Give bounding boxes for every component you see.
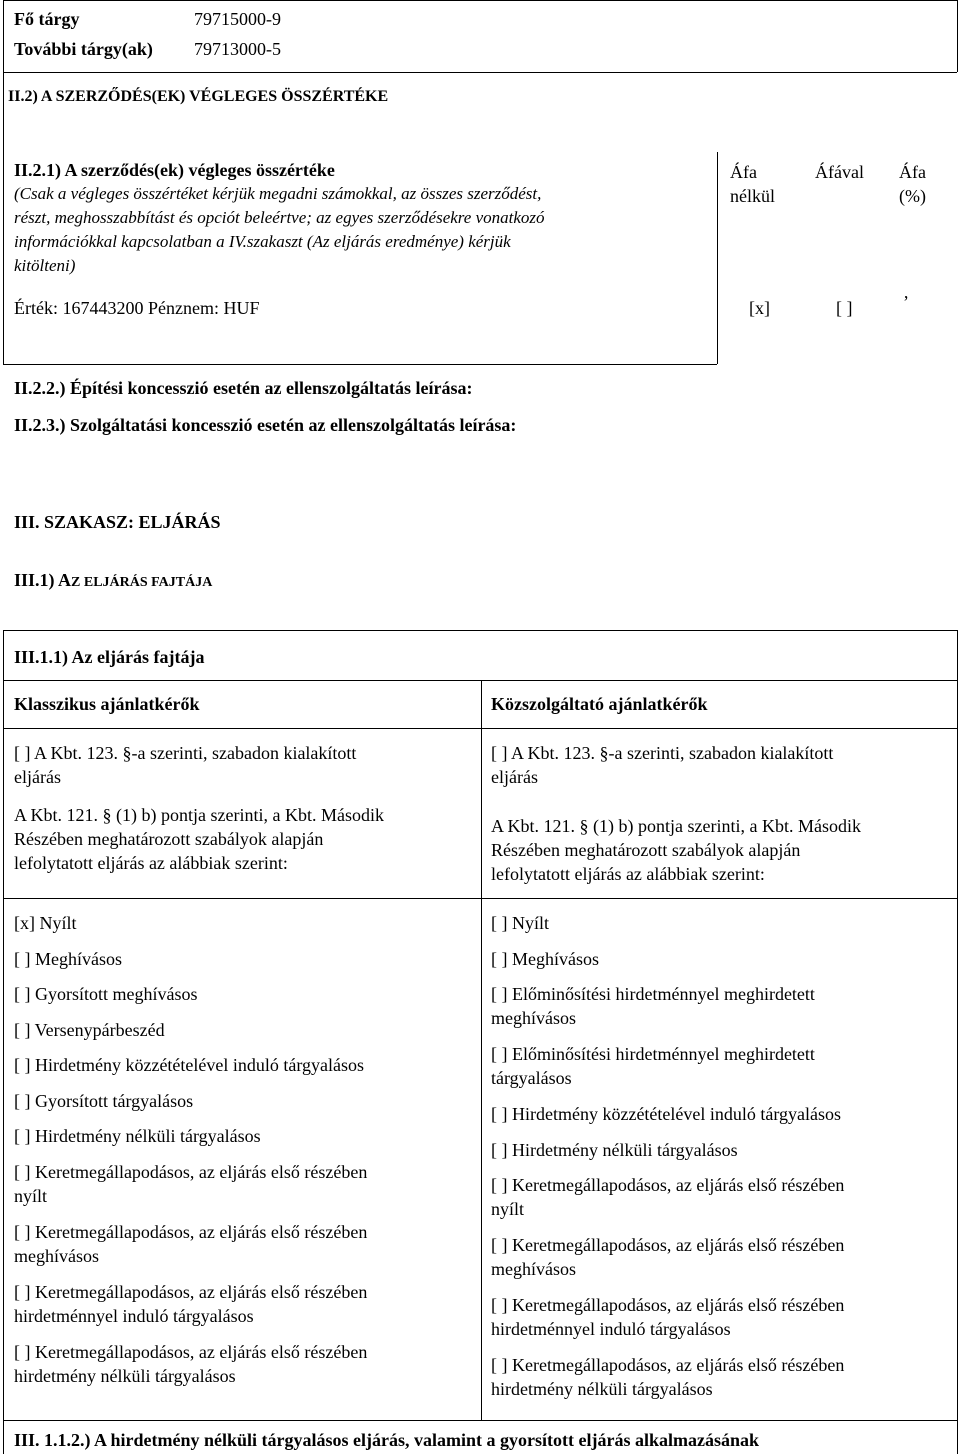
left-option-competitive-dialogue[interactable]: [ ] Versenypárbeszéd bbox=[14, 1020, 165, 1040]
right-option-framework-restricted[interactable]: [ ] Keretmegállapodásos, az eljárás első részében meghívásos bbox=[491, 1235, 845, 1279]
procedure-type-heading: III.1.1) Az eljárás fajtája bbox=[14, 647, 205, 667]
with-vat-checkbox[interactable]: [ ] bbox=[836, 298, 853, 318]
left-option-framework-negotiated-notice[interactable]: [ ] Keretmegállapodásos, az eljárás első részében hirdetménnyel induló tárgyalásos bbox=[14, 1282, 368, 1326]
negotiated-justification-heading: III. 1.1.2.) A hirdetmény nélküli tárgyalásos eljárás, valamint a gyorsított eljárás alkalmazásának bbox=[14, 1430, 759, 1450]
left-option-accelerated-restricted[interactable]: [ ] Gyorsított meghívásos bbox=[14, 984, 198, 1004]
further-object-value: 79713000-5 bbox=[194, 39, 281, 59]
col-vat-percent: Áfa (%) bbox=[899, 162, 926, 206]
col-without-vat: Áfa nélkül bbox=[730, 162, 775, 206]
right-option-open[interactable]: [ ] Nyílt bbox=[491, 913, 549, 933]
services-concession-heading: II.2.3.) Szolgáltatási koncesszió esetén az ellenszolgáltatás leírása: bbox=[14, 415, 517, 435]
left-art123: [ ] A Kbt. 123. §-a szerinti, szabadon kialakított eljárás bbox=[14, 743, 357, 787]
right-art123: [ ] A Kbt. 123. §-a szerinti, szabadon kialakított eljárás bbox=[491, 743, 834, 787]
section-III-title: III. SZAKASZ: ELJÁRÁS bbox=[14, 512, 221, 532]
section-III1-heading: III.1) AZ ELJÁRÁS FAJTÁJA bbox=[14, 570, 213, 590]
works-concession-heading: II.2.2.) Építési koncesszió esetén az ellenszolgáltatás leírása: bbox=[14, 378, 473, 398]
right-option-negotiated-with-notice[interactable]: [ ] Hirdetmény közzétételével induló tárgyalásos bbox=[491, 1104, 842, 1124]
left-option-framework-open[interactable]: [ ] Keretmegállapodásos, az eljárás első részében nyílt bbox=[14, 1162, 368, 1206]
right-art121: A Kbt. 121. § (1) b) pontja szerinti, a Kbt. Második Részében meghatározott szabályok alapján lefolytatott eljárás az alábbiak szerint: bbox=[491, 816, 861, 884]
classic-contracting-header: Klasszikus ajánlatkérők bbox=[14, 694, 200, 714]
left-art121: A Kbt. 121. § (1) b) pontja szerinti, a Kbt. Második Részében meghatározott szabályok alapján lefolytatott eljárás az alábbiak szerint: bbox=[14, 805, 384, 873]
value-line: Érték: 167443200 Pénznem: HUF bbox=[14, 298, 260, 318]
left-option-restricted[interactable]: [ ] Meghívásos bbox=[14, 949, 122, 969]
right-option-framework-negotiated-notice[interactable]: [ ] Keretmegállapodásos, az eljárás első részében hirdetménnyel induló tárgyalásos bbox=[491, 1295, 845, 1339]
left-option-accelerated-negotiated[interactable]: [ ] Gyorsított tárgyalásos bbox=[14, 1091, 194, 1111]
without-vat-checkbox[interactable]: [x] bbox=[749, 298, 770, 318]
right-option-prequalified-negotiated[interactable]: [ ] Előminősítési hirdetménnyel meghirdetett tárgyalásos bbox=[491, 1044, 815, 1088]
left-option-open[interactable]: [x] Nyílt bbox=[14, 913, 77, 933]
left-option-framework-negotiated-no-notice[interactable]: [ ] Keretmegállapodásos, az eljárás első részében hirdetmény nélküli tárgyalásos bbox=[14, 1342, 368, 1386]
utilities-contracting-header: Közszolgáltató ajánlatkérők bbox=[491, 694, 708, 714]
right-option-framework-negotiated-no-notice[interactable]: [ ] Keretmegállapodásos, az eljárás első részében hirdetmény nélküli tárgyalásos bbox=[491, 1355, 845, 1399]
main-object-value: 79715000-9 bbox=[194, 9, 281, 29]
right-option-framework-open[interactable]: [ ] Keretmegállapodásos, az eljárás első részében nyílt bbox=[491, 1175, 845, 1219]
section-heading-II2: II.2) A SZERZŐDÉS(EK) VÉGLEGES ÖSSZÉRTÉKE bbox=[8, 88, 389, 105]
right-option-negotiated-without-notice[interactable]: [ ] Hirdetmény nélküli tárgyalásos bbox=[491, 1140, 738, 1160]
vat-percent-value: ’ bbox=[903, 292, 909, 312]
further-object-label: További tárgy(ak) bbox=[14, 39, 153, 59]
right-option-prequalified-restricted[interactable]: [ ] Előminősítési hirdetménnyel meghirdetett meghívásos bbox=[491, 984, 815, 1028]
right-option-restricted[interactable]: [ ] Meghívásos bbox=[491, 949, 599, 969]
col-with-vat: Áfával bbox=[815, 162, 864, 182]
left-option-framework-restricted[interactable]: [ ] Keretmegállapodásos, az eljárás első részében meghívásos bbox=[14, 1222, 368, 1266]
main-object-label: Fő tárgy bbox=[14, 9, 80, 29]
value-heading: II.2.1) A szerződés(ek) végleges összértéke bbox=[14, 160, 335, 180]
left-option-negotiated-with-notice[interactable]: [ ] Hirdetmény közzétételével induló tárgyalásos bbox=[14, 1055, 365, 1075]
value-note: (Csak a végleges összértéket kérjük megadni számokkal, az összes szerződést, részt, meghosszabbítást és opciót beleértve; az egyes szerződésekre vonatkozó információkkal kapcsolatban a IV.szakaszt (Az eljárás eredménye) kérjük kitölteni) bbox=[14, 184, 545, 275]
left-option-negotiated-without-notice[interactable]: [ ] Hirdetmény nélküli tárgyalásos bbox=[14, 1126, 261, 1146]
